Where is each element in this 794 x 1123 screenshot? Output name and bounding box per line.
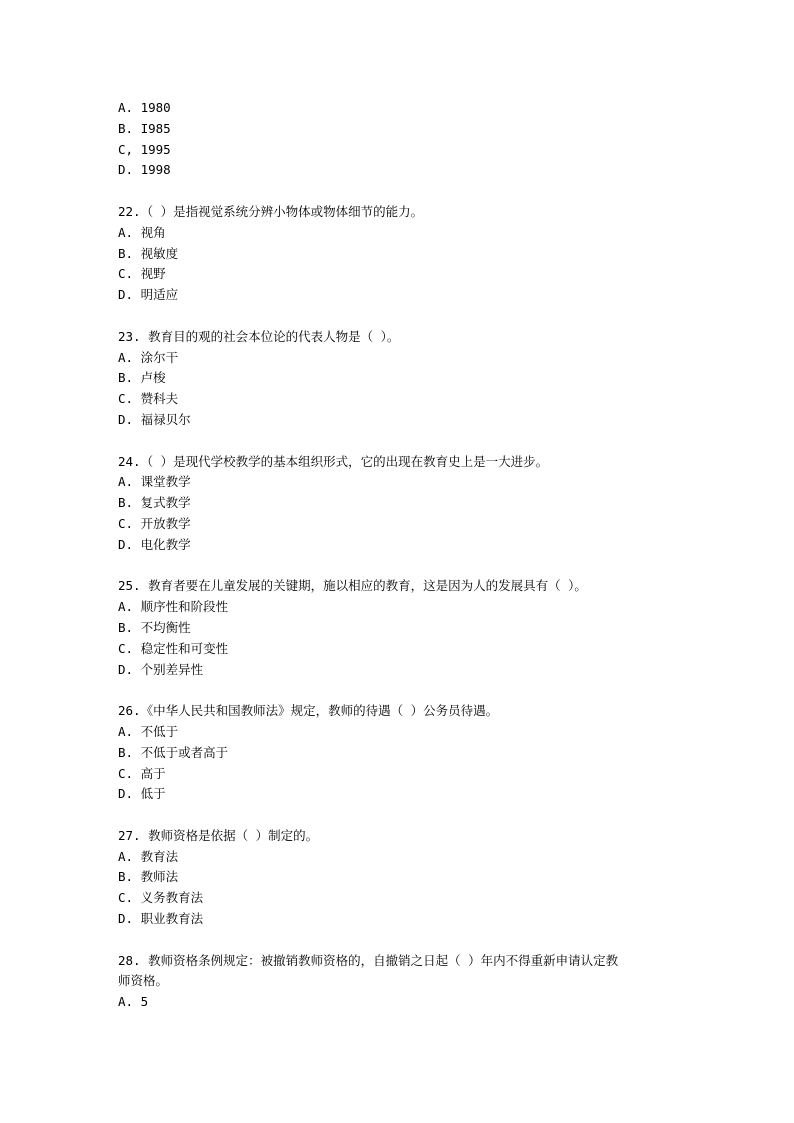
option-b: B. I985 (118, 120, 171, 136)
option-a: A. 顺序性和阶段性 (118, 599, 229, 615)
option-a: A. 涂尔干 (118, 349, 179, 365)
option-d: D. 福禄贝尔 (118, 411, 191, 427)
option-b: B. 复式教学 (118, 495, 191, 511)
option-d: D. 明适应 (118, 287, 179, 303)
question-27-stem: 27. 教师资格是依据（ ）制定的。 (118, 827, 319, 843)
option-c: C. 高于 (118, 765, 166, 781)
option-c: C. 开放教学 (118, 515, 191, 531)
question-22-stem: 22.（ ）是指视觉系统分辨小物体或物体细节的能力。 (118, 203, 424, 219)
option-b: B. 视敏度 (118, 245, 179, 261)
question-25-stem: 25. 教育者要在儿童发展的关键期，施以相应的教育，这是因为人的发展具有（ ）。 (118, 578, 587, 594)
option-d: D. 职业教育法 (118, 911, 204, 927)
option-d: D. 低于 (118, 786, 166, 802)
option-c: C. 视野 (118, 266, 166, 282)
option-c: C. 稳定性和可变性 (118, 640, 229, 656)
option-d: D. 1998 (118, 162, 171, 178)
option-c: C, 1995 (118, 141, 171, 157)
question-26-stem: 26.《中华人民共和国教师法》规定，教师的待遇（ ）公务员待遇。 (118, 703, 499, 719)
option-a: A. 视角 (118, 224, 166, 240)
question-23-stem: 23. 教育目的观的社会本位论的代表人物是（ ）。 (118, 328, 400, 344)
option-b: B. 教师法 (118, 869, 179, 885)
option-a: A. 1980 (118, 100, 171, 115)
option-a: A. 课堂教学 (118, 474, 191, 490)
spacer (118, 306, 688, 327)
option-c: C. 义务教育法 (118, 890, 204, 906)
option-d: D. 电化教学 (118, 536, 191, 552)
option-a: A. 不低于 (118, 723, 179, 739)
option-a: A. 教育法 (118, 848, 179, 864)
spacer (118, 556, 688, 577)
question-24-stem: 24.（ ）是现代学校教学的基本组织形式，它的出现在教育史上是一大进步。 (118, 453, 549, 469)
option-c: C. 赞科夫 (118, 391, 179, 407)
spacer (118, 805, 688, 826)
document-page (118, 98, 688, 1013)
spacer (118, 930, 688, 951)
option-a: A. 5 (118, 994, 149, 1010)
spacer (118, 181, 688, 202)
option-b: B. 卢梭 (118, 370, 166, 386)
question-28-stem-line2: 师资格。 (118, 973, 169, 989)
option-b: B. 不低于或者高于 (118, 744, 229, 760)
spacer (118, 680, 688, 701)
option-b: B. 不均衡性 (118, 619, 191, 635)
option-d: D. 个别差异性 (118, 661, 204, 677)
spacer (118, 431, 688, 452)
question-28-stem-line1: 28. 教师资格条例规定：被撤销教师资格的，自撤销之日起（ ）年内不得重新申请认定教 (118, 952, 619, 968)
